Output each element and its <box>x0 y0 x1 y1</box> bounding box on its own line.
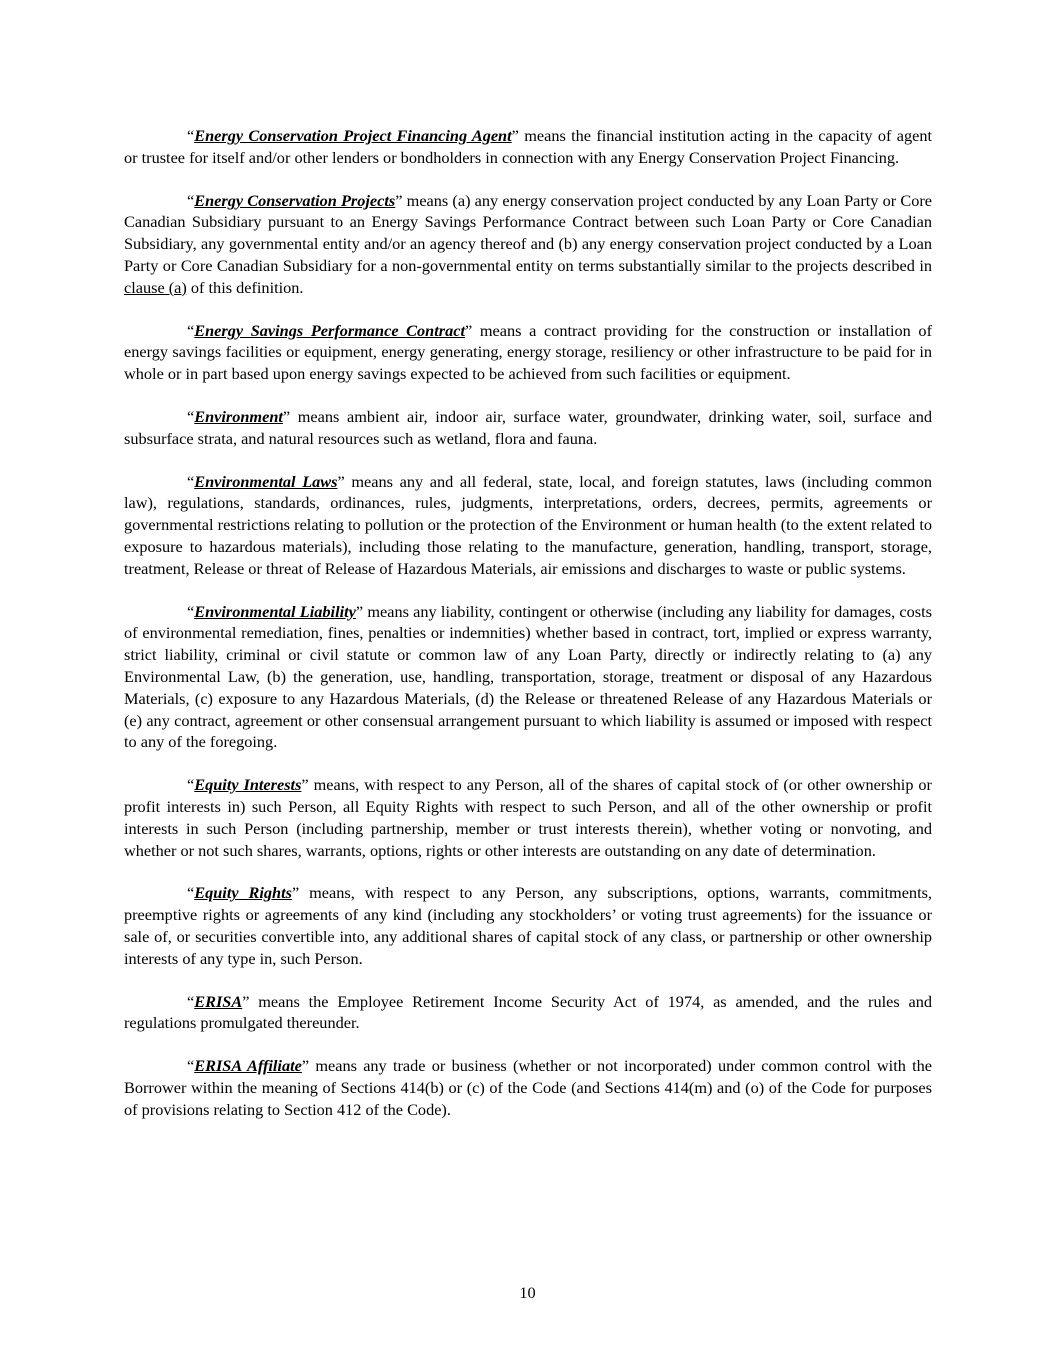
definition-equity-interests: “Equity Interests” means, with respect to any Person, all of the shares of capital stock of (or other ownership or profit interests in) such Person, all Equity Rights with respect to such Person, and all of the other ownership or profit interests in such Person (including partnership, member or trust interests therein), whether voting or nonvoting, and whether or not such shares, warrants, options, rights or other interests are outstanding on any date of determination. <box>124 775 932 860</box>
definition-text: means, with respect to any Person, any subscriptions, options, warrants, commitments, preemptive rights or agreements of any kind (including any stockholders’ or voting trust agreements) for the issuance or sale of, or securities convertible into, any additional shares of capital stock of any class, or partnership or other ownership interests of any type in, such Person. <box>124 883 932 968</box>
definition-text: means any trade or business (whether or not incorporated) under common control with the Borrower within the meaning of Sections 414(b) or (c) of the Code (and Sections 414(m) and (o) of the Code for purposes of provisions relating to Section 412 of the Code). <box>124 1056 933 1119</box>
defined-term: ERISA <box>194 991 243 1011</box>
definition-energy-conservation-projects: “Energy Conservation Projects” means (a) any energy conservation project conducted by any Loan Party or Core Canadian Subsidiary pursuant to an Energy Savings Performance Contract between such Loan Party or Core Canadian Subsidiary, any governmental entity and/or an agency thereof and (b) any energy conservation project conducted by a Loan Party or Core Canadian Subsidiary for a non-governmental entity on terms substantially similar to the projects described in clause (a) of this definition. <box>124 190 933 297</box>
defined-term: Equity Interests <box>194 775 302 795</box>
defined-term: Environment <box>194 406 283 426</box>
defined-term: Energy Conservation Project Financing Agent <box>194 126 512 145</box>
document-page <box>124 125 932 1141</box>
definition-text: means ambient air, indoor air, surface water, groundwater, drinking water, soil, surface and subsurface strata, and natural resources such as wetland, flora and fauna. <box>124 406 932 448</box>
definition-text: means any and all federal, state, local, and foreign statutes, laws (including common law), regulations, standards, ordinances, rules, judgments, interpretations, orders, decrees, permits, agreements or governmental restrictions relating to pollution or the protection of the Environment or human health (to the extent related to exposure to hazardous materials), including those relating to the manufacture, generation, handling, transport, storage, treatment, Release or threat of Release of Hazardous Materials, air emissions and discharges to waste or public systems. <box>124 471 933 578</box>
defined-term: Energy Conservation Projects <box>194 190 396 210</box>
definition-text: means the financial institution acting in the capacity of agent or trustee for itself and/or other lenders or bondholders in connection with any Energy Conservation Project Financing. <box>124 126 932 167</box>
definition-environment: “Environment” means ambient air, indoor air, surface water, groundwater, drinking water, soil, surface and subsurface strata, and natural resources such as wetland, flora and fauna. <box>124 406 932 448</box>
definition-equity-rights: “Equity Rights” means, with respect to any Person, any subscriptions, options, warrants, commitments, preemptive rights or agreements of any kind (including any stockholders’ or voting trust agreements) for the issuance or sale of, or securities convertible into, any additional shares of capital stock of any class, or partnership or other ownership interests of any type in, such Person. <box>124 883 932 968</box>
definition-text-after: of this definition. <box>186 277 304 297</box>
definition-environmental-laws: “Environmental Laws” means any and all federal, state, local, and foreign statutes, laws (including common law), regulations, standards, ordinances, rules, judgments, interpretations, orders, decrees, permits, agreements or governmental restrictions relating to pollution or the protection of the Environment or human health (to the extent related to exposure to hazardous materials), including those relating to the manufacture, generation, handling, transport, storage, treatment, Release or threat of Release of Hazardous Materials, air emissions and discharges to waste or public systems. <box>124 471 933 578</box>
definition-environmental-liability: “Environmental Liability” means any liability, contingent or otherwise (including any liability for damages, costs of environmental remediation, fines, penalties or indemnities) whether based in contract, tort, implied or express warranty, strict liability, criminal or civil statute or common law of any Loan Party, directly or indirectly relating to (a) any Environmental Law, (b) the generation, use, handling, transportation, storage, treatment or disposal of any Hazardous Materials, (c) exposure to any Hazardous Materials, (d) the Release or threatened Release of any Hazardous Materials or (e) any contract, agreement or other consensual arrangement pursuant to which liability is assumed or imposed with respect to any of the foregoing. <box>124 601 932 752</box>
definition-text: means (a) any energy conservation project conducted by any Loan Party or Core Canadian Subsidiary pursuant to an Energy Savings Performance Contract between such Loan Party or Core Canadian Subsidiary, any governmental entity and/or an agency thereof and (b) any energy conservation project conducted by a Loan Party or Core Canadian Subsidiary for a non-governmental entity on terms substantially similar to the projects described in <box>124 190 933 275</box>
definition-text: means a contract providing for the construction or installation of energy savings facilities or equipment, energy generating, energy storage, resiliency or other infrastructure to be paid for in whole or in part based upon energy savings expected to be achieved from such facilities or equipment. <box>124 320 932 384</box>
defined-term: Environmental Liability <box>194 601 356 621</box>
defined-term: Energy Savings Performance Contract <box>194 320 465 340</box>
clause-reference: clause (a) <box>124 277 187 297</box>
page-number: 10 <box>519 1283 536 1302</box>
definition-text: means, with respect to any Person, all of the shares of capital stock of (or other ownership or profit interests in) such Person, all Equity Rights with respect to such Person, and all of the other ownership or profit interests in such Person (including partnership, member or trust interests therein), whether voting or nonvoting, and whether or not such shares, warrants, options, rights or other interests are outstanding on any date of determination. <box>124 775 932 860</box>
defined-term: Environmental Laws <box>194 471 338 491</box>
defined-term: Equity Rights <box>194 883 292 903</box>
definition-text: means any liability, contingent or otherwise (including any liability for damages, costs of environmental remediation, fines, penalties or indemnities) whether based in contract, tort, implied or express warranty, strict liability, criminal or civil statute or common law of any Loan Party, directly or indirectly relating to (a) any Environmental Law, (b) the generation, use, handling, transportation, storage, treatment or disposal of any Hazardous Materials, (c) exposure to any Hazardous Materials, (d) the Release or threatened Release of any Hazardous Materials or (e) any contract, agreement or other consensual arrangement pursuant to which liability is assumed or imposed with respect to any of the foregoing. <box>124 601 932 752</box>
definition-erisa-affiliate: “ERISA Affiliate” means any trade or business (whether or not incorporated) under common control with the Borrower within the meaning of Sections 414(b) or (c) of the Code (and Sections 414(m) and (o) of the Code for purposes of provisions relating to Section 412 of the Code). <box>124 1056 933 1119</box>
definition-text: means the Employee Retirement Income Security Act of 1974, as amended, and the rules and regulations promulgated thereunder. <box>124 991 932 1033</box>
definition-erisa: “ERISA” means the Employee Retirement Income Security Act of 1974, as amended, and the rules and regulations promulgated thereunder. <box>124 991 932 1033</box>
definition-energy-conservation-project-financing-agent: “Energy Conservation Project Financing Agent” means the financial institution acting in the capacity of agent or trustee for itself and/or other lenders or bondholders in connection with any Energy Conservation Project Financing. <box>124 126 932 167</box>
definition-energy-savings-performance-contract: “Energy Savings Performance Contract” means a contract providing for the construction or installation of energy savings facilities or equipment, energy generating, energy storage, resiliency or other infrastructure to be paid for in whole or in part based upon energy savings expected to be achieved from such facilities or equipment. <box>124 320 932 384</box>
defined-term: ERISA Affiliate <box>194 1056 302 1076</box>
